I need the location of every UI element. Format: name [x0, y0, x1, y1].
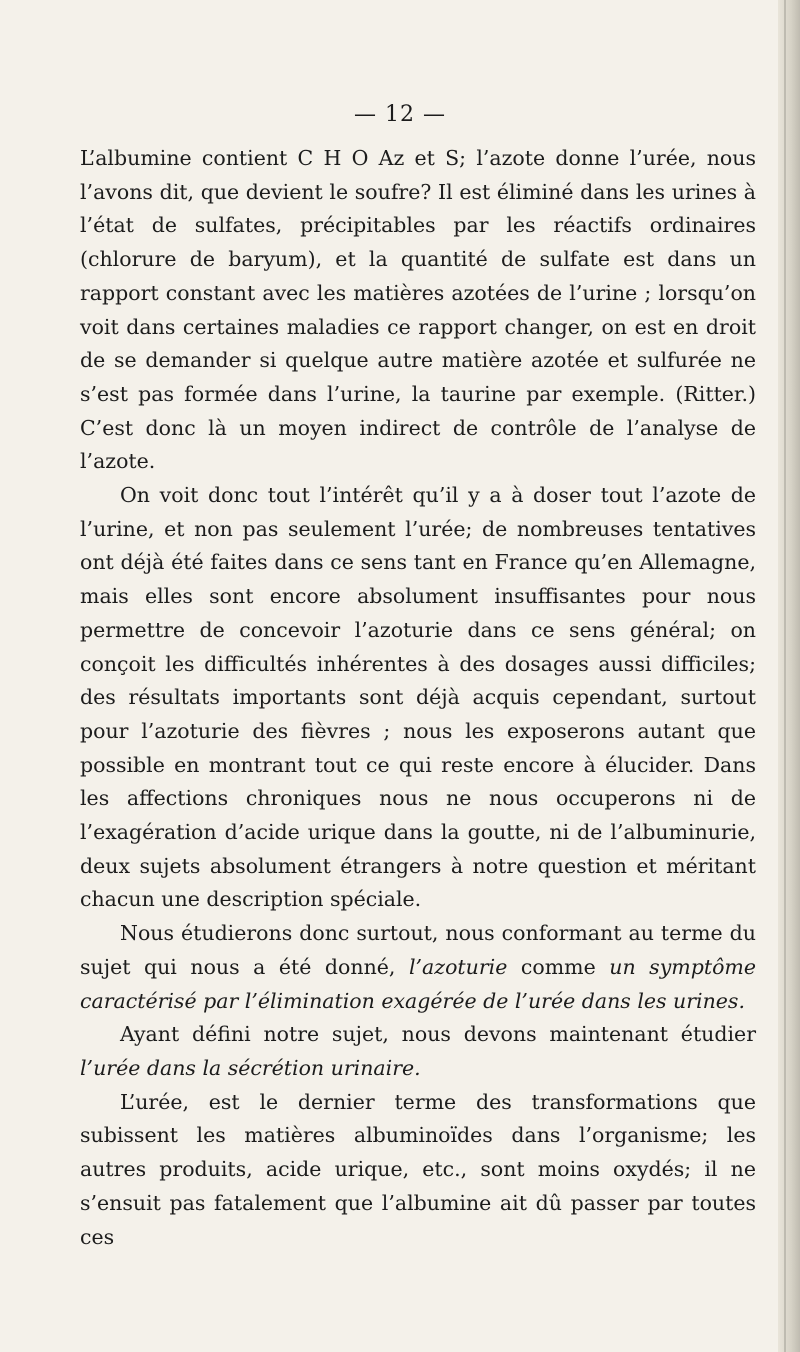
paragraph-4-topic: l’urée dans la sécrétion urinaire. — [80, 1055, 421, 1080]
paragraph-4 — [80, 1018, 756, 1085]
paragraph-1: L’albumine contient C H O Az et S; l’azote donne l’urée, nous l’avons dit, que devient le soufre? Il est éliminé dans les urines à l’état de sulfates, précipitables par les réactifs ordinaires (chlorure de baryum), et la quantité de sulfate est dans un rapport constant avec les matières azotées de l’urine ; lorsqu’on voit dans certaines maladies ce rapport changer, on est en droit de se demander si quelque autre matière azotée et sulfurée ne s’est pas formée dans l’urine, la taurine par exemple. (Ritter.) C’est donc là un moyen indirect de contrôle de l’analyse de l’azote. — [80, 146, 756, 474]
paragraph-3-joiner: comme — [507, 954, 610, 979]
body-text — [80, 142, 756, 1254]
paragraph-3-term: l’azoturie — [408, 954, 508, 979]
page-edge-shadow — [778, 0, 800, 1352]
paragraph-5: L’urée, est le dernier terme des transformations que subissent les matières albuminoïdes dans l’organisme; les autres produits, acide urique, etc., sont moins oxydés; il ne s’ensuit pas fatalement que l’albumine ait dû passer par toutes ces — [80, 1089, 756, 1249]
paragraph-2: On voit donc tout l’intérêt qu’il y a à doser tout l’azote de l’urine, et non pas seulement l’urée; de nombreuses tentatives ont déjà été faites dans ce sens tant en France qu’en Allemagne, mais elles sont encore absolument insuffisantes pour nous permettre de concevoir l’azoturie dans ce sens général; on conçoit les difficultés inhérentes à des dosages aussi difficiles; des résultats importants sont déjà acquis cependant, surtout pour l’azoturie des fièvres ; nous les exposerons autant que possible en montrant tout ce qui reste encore à élucider. Dans les affections chroniques nous ne nous occuperons ni de l’exagération d’acide urique dans la goutte, ni de l’albuminurie, deux sujets absolument étrangers à notre question et méritant chacun une description spéciale. — [80, 483, 756, 912]
paragraph-4-text: Ayant défini notre sujet, nous devons maintenant étudier — [120, 1022, 756, 1047]
page-edge-line — [784, 0, 786, 1352]
paragraph-3-definition: un symptôme caractérisé par l’élimination exagérée de l’urée dans les urines. — [80, 954, 756, 1013]
page-number: — 12 — — [354, 102, 446, 127]
paragraph-3-text: Nous étudierons donc surtout, nous conformant au terme du sujet qui nous a été donné, — [80, 921, 756, 979]
paragraph-3 — [80, 917, 756, 1018]
